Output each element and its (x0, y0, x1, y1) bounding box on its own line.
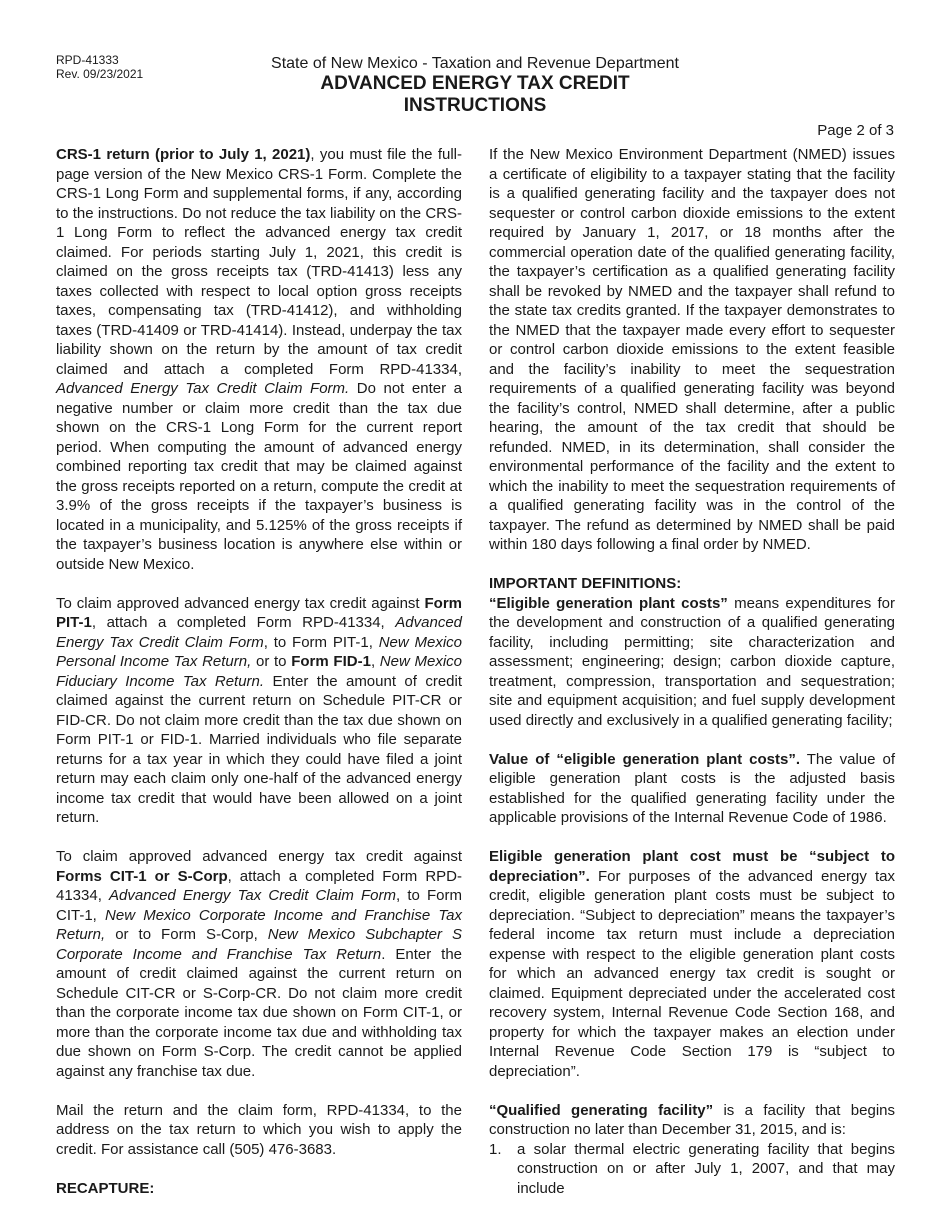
facility-list (489, 1140, 895, 1199)
form-name-bold: Forms CIT-1 or S-Corp (56, 867, 228, 885)
text-run: or to (251, 653, 292, 670)
document-title-line2: INSTRUCTIONS (403, 95, 547, 116)
mail-paragraph: Mail the return and the claim form, RPD-41334, to the address on the tax return to which you wish to apply the credit. For assistance call (505) 476-3683. (56, 1101, 462, 1158)
text-run: For purposes of the advanced energy tax credit, eligible generation plant costs must be subject to depreciation. “Subject to depreciation” means the taxpayer’s federal income tax return must include a depreciation expense with respect to the eligible generation plant costs for which an advanced energy tax credit is sought or claimed. Equipment depreciated under the accelerated cost recovery system, Internal Revenue Code Section 168, and property for which the taxpayer makes an election under Internal Revenue Code Section 179 is “subject to depreciation”. (489, 867, 895, 1080)
definition-eligible-costs (489, 594, 895, 731)
form-title-italic: Advanced Energy Tax Credit Claim Form (109, 887, 397, 904)
text-run: , attach a completed Form RPD-41334, (56, 867, 463, 904)
recapture-paragraph: If the New Mexico Environment Department (NMED) issues a certificate of eligibility to a taxpayer stating that the facility is a qualified generating facility and the taxpayer does not sequester or control carbon dioxide emissions to the extent required by January 1, 2017, or 18 months after the commercial operation date of the qualified generating facility, the taxpayer’s certification as a qualified generating facility shall be revoked by NMED and the taxpayer shall refund to the state tax credits granted. If the taxpayer demonstrates to the NMED that the taxpayer made every effort to sequester or control carbon dioxide emissions to the extent feasible and the facility’s inability to meet the sequestration requirements of a qualified generating facility was beyond the facility’s control, NMED shall determine, after a public hearing, the amount of the tax credit that should be refunded. NMED, in its determination, shall consider the environmental performance of the facility and the extent to which the inability to meet the sequestration requirements of a qualified generating facility was in the control of the taxpayer. The refund as determined by NMED shall be paid within 180 days following a final order by NMED. (489, 146, 895, 553)
form-name-bold: Form FID-1 (291, 653, 371, 670)
form-name-bold: Form PIT-1 (56, 594, 462, 631)
text-run: is a facility that begins construction no later than December 31, 2015, and is: (489, 1101, 895, 1138)
definition-depreciation (489, 847, 895, 1081)
text-run: , to Form CIT-1, (56, 887, 462, 924)
cit1-paragraph (56, 847, 462, 1081)
revision-date: Rev. 09/23/2021 (56, 67, 144, 81)
crs1-bold: CRS-1 return (prior to July 1, 2021) (56, 146, 311, 163)
definition-value-costs (489, 750, 895, 828)
text-run: The value of eligible generation plant costs is the adjusted basis established for the qualified generating facility under the applicable provisions of the Internal Revenue Code of 1986. (489, 750, 895, 826)
text-run: , you must file the full-page version of the New Mexico CRS-1 Form. Complete the CRS-1 Long Form and supplemental forms, if any, according to the instructions. Do not reduce the tax liability on the CRS-1 Long Form to reflect the advanced energy tax credit claimed. For periods starting July 1, 2021, this credit is claimed on the gross receipts tax (TRD-41413) less any taxes collected with respect to local option gross receipts taxes, compensating tax (TRD-41412), and withholding taxes (TRD-41409 or TRD-41414). Instead, underpay the tax liability shown on the return by the amount of tax credit claimed and attach a completed Form RPD-41334, (56, 146, 462, 378)
term-bold: Eligible generation plant cost must be “subject to depreciation”. (489, 848, 895, 885)
page-number: Page 2 of 3 (817, 122, 894, 139)
document-title-line1: ADVANCED ENERGY TAX CREDIT (320, 73, 630, 94)
text-run: . Enter the amount of credit claimed against the current return on Schedule CIT-CR or S-Corp-CR. Do not claim more credit than the corporate income tax due shown on Form CIT-1, or more than the corporate income tax due and withholding tax due shown on Form S-Corp. The credit cannot be applied against any franchise tax due. (56, 945, 463, 1080)
term-bold: “Qualified generating facility” (489, 1101, 714, 1119)
term-bold: “Eligible generation plant costs” (489, 594, 728, 612)
left-column (56, 145, 462, 1198)
form-title-italic: Advanced Energy Tax Credit Claim Form (56, 614, 462, 651)
text-run: To claim approved advanced energy tax credit against (56, 594, 425, 612)
recapture-heading: RECAPTURE: (56, 1179, 155, 1197)
form-title-italic: New Mexico Subchapter S Corporate Income and Franchise Tax Return (56, 926, 463, 963)
text-run: means expenditures for the development and construction of a qualified generating facility, including permitting; site characterization and assessment; engineering; design; carbon dioxide capture, treatment, compression, transportation and sequestration; site and equipment acquisition; and fuel supply development used directly and exclusively in a qualified generating facility; (489, 594, 895, 729)
text-run: , to Form PIT-1, (263, 633, 379, 651)
text-run: Enter the amount of credit claimed against the current return on Schedule PIT-CR or FID-CR. Do not claim more credit than the tax due shown on Form PIT-1 or FID-1. Married individuals who file separate returns for a tax year in which they could have filed a joint return may each claim only one-half of the advanced energy income tax credit that would have been allowed on a joint return. (56, 672, 462, 826)
list-number: 1. (489, 1140, 502, 1158)
agency-name: State of New Mexico - Taxation and Revenue Department (271, 55, 679, 72)
document-header (0, 55, 950, 117)
text-run: Do not enter a negative number or claim more credit than the tax due shown on the CRS-1 Long Form for the current report period. When computing the amount of advanced energy combined reporting tax credit that may be claimed against the gross receipts reported on a return, compute the credit at 3.9% of the gross receipts if the taxpayer’s business is located in a municipality, and 5.125% of the gross receipts if the taxpayer’s business location is anywhere else within or outside New Mexico. (56, 380, 463, 573)
crs1-paragraph (56, 145, 462, 574)
form-title-italic: New Mexico Personal Income Tax Return, (56, 633, 463, 670)
form-title-italic: Advanced Energy Tax Credit Claim Form. (56, 380, 350, 397)
list-item (489, 1140, 895, 1199)
list-text: a solar thermal electric generating facility that begins construction on or after July 1, 2007, and that may include (517, 1140, 895, 1197)
term-bold: Value of “eligible generation plant costs”. (489, 750, 800, 768)
form-title-italic: New Mexico Fiduciary Income Tax Return. (56, 653, 463, 690)
pit1-paragraph (56, 594, 462, 828)
definition-qualified-facility (489, 1101, 895, 1140)
text-run: , (370, 653, 380, 670)
text-run: To claim approved advanced energy tax credit against (56, 848, 462, 865)
definitions-heading: IMPORTANT DEFINITIONS: (489, 575, 682, 592)
form-number: RPD-41333 (56, 53, 119, 67)
text-run: or to Form S-Corp, (105, 926, 268, 943)
form-title-italic: New Mexico Corporate Income and Franchise Tax Return, (56, 906, 462, 943)
text-run: , attach a completed Form RPD-41334, (91, 614, 396, 631)
right-column (489, 145, 895, 1198)
